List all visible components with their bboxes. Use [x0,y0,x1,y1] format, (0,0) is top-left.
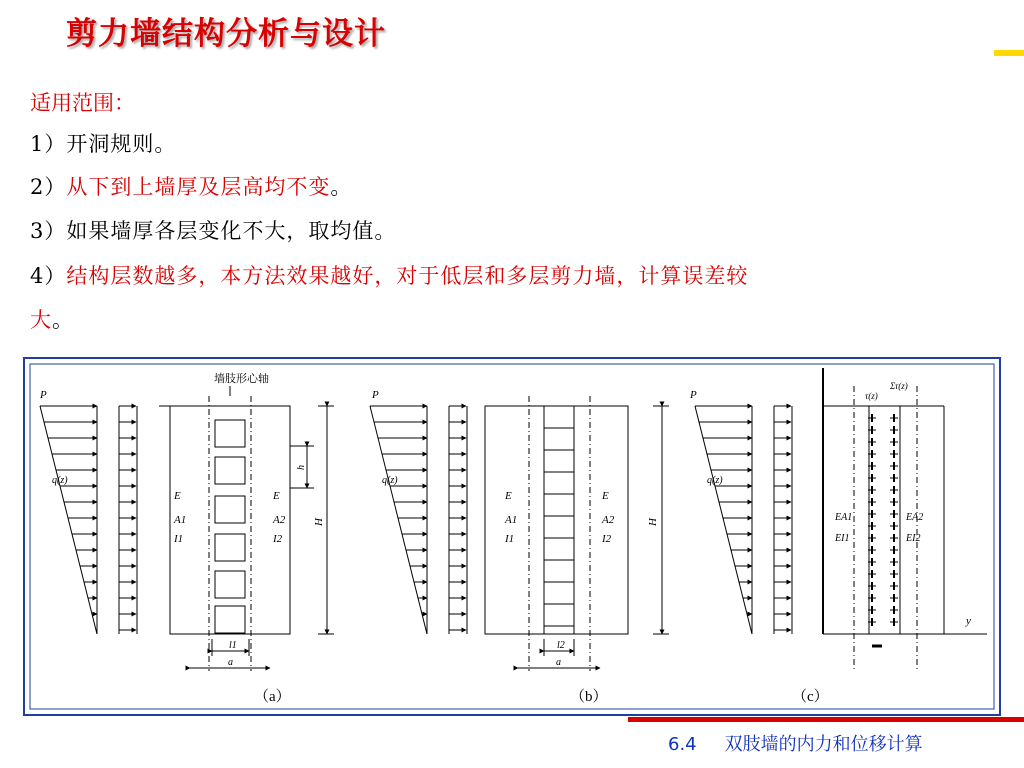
label-a: a [556,657,561,668]
label-l1: l1 [229,640,237,651]
item-prefix: 3） [30,219,67,243]
list-item [30,215,396,245]
label-a: a [228,657,233,668]
label-tau: τ(z) [865,391,878,401]
caption-b: （b） [570,689,608,705]
label-H: H [647,518,659,526]
label-EA2: EA2 [906,512,924,523]
label-q: q(z) [52,475,68,486]
label-A2: A2 [273,514,286,526]
label-I2: I2 [602,533,612,545]
label-P: P [690,389,697,401]
item-prefix: 4） [30,264,67,288]
item-text: 。 [52,308,74,332]
footer-line [628,721,1024,722]
label-I1: I1 [174,533,184,545]
label-H: H [313,518,325,526]
label-I2: I2 [273,533,283,545]
section-title: 双肢墙的内力和位移计算 [724,734,923,755]
label-A1: A1 [505,514,518,526]
list-item [30,128,176,158]
panel-b [370,389,669,705]
shear-forces-c [868,414,898,626]
panel-c [689,368,987,705]
label-q: q(z) [707,475,723,486]
label-I1: I1 [505,533,515,545]
list-item [30,260,748,290]
item-text: 。 [330,175,353,199]
label-sum-tau: Στ(z) [890,381,908,391]
laminas-b [544,428,574,626]
panel-a [39,371,334,705]
label-h: h [296,465,307,470]
footer-section [668,730,923,756]
label-E-right: E [273,490,280,502]
label-A2: A2 [602,514,615,526]
accent-mark [994,50,1024,56]
item-emphasis: 结构层数越多，本方法效果越好，对于低层和多层剪力墙，计算误差较 [66,264,749,288]
item-emphasis: 从下到上墙厚及层高均不变 [66,175,331,199]
triangular-load-b [370,406,427,634]
caption-c: （c） [792,689,829,705]
item-prefix: 1） [30,132,67,156]
label-A1: A1 [174,514,187,526]
label-y: y [966,615,971,627]
label-EI1: EI1 [835,533,850,544]
label-EA1: EA1 [835,512,853,523]
shear-wall-diagram [22,356,1002,717]
openings-a [215,420,245,633]
label-q: q(z) [382,475,398,486]
list-item [30,171,352,201]
label-E-left: E [505,490,512,502]
section-number: 6.4 [668,734,697,755]
label-top: 墙肢形心轴 [214,372,269,385]
item-emphasis: 大 [30,308,52,332]
label-l2: l2 [557,640,565,651]
slide-title: 剪力墙结构分析与设计 [66,16,386,52]
distributed-load-c [774,406,792,634]
label-E-right: E [602,490,609,502]
label-E-left: E [174,490,181,502]
triangular-load-a [40,406,97,634]
item-text: 如果墙厚各层变化不大，取均值。 [66,219,397,243]
caption-a: （a） [254,689,291,705]
label-P: P [40,389,47,401]
scope-label: 适用范围： [30,91,135,115]
distributed-load-b [449,406,467,634]
triangular-load-c [695,406,752,634]
label-P: P [372,389,379,401]
label-EI2: EI2 [906,533,921,544]
item-prefix: 2） [30,175,67,199]
item-text: 开洞规则。 [66,132,177,156]
distributed-load-a [119,406,137,634]
list-item [30,304,74,334]
